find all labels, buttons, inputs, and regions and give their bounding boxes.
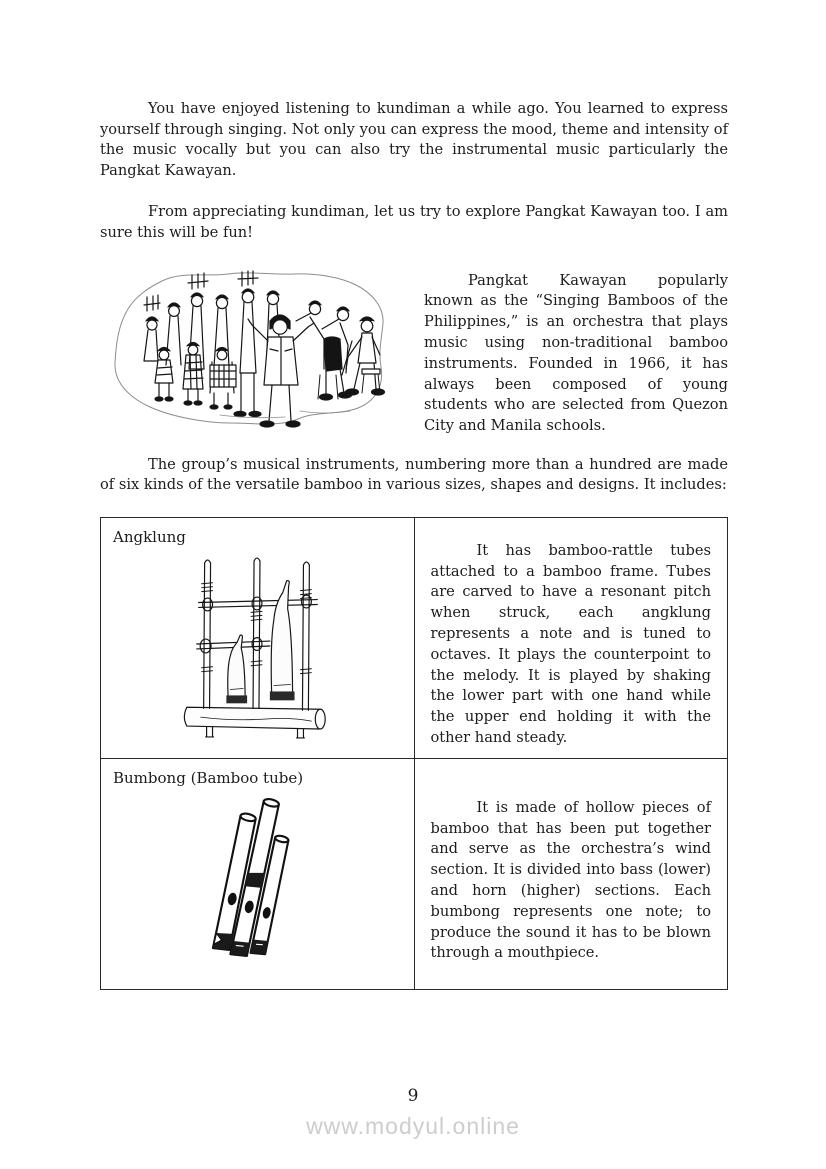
instrument-description: It is made of hollow pieces of bamboo that has been put together and serve as the orchestra’s wind section. It is divided into bass (lower) and horn (higher) sections. Each bumbong represents one note; to produce the sound it has to be blown through a mouthpiece.	[430, 798, 711, 962]
instrument-description: It has bamboo-rattle tubes attached to a bamboo frame. Tubes are carved to have a resonant pitch when struck, each angklung represents a note and is tuned to octaves. It plays the counterpoint to the melody. It is played by shaking the lower part with one hand while the upper end holding it with the other hand steady.	[430, 541, 711, 746]
bumbong-name-cell	[101, 758, 415, 989]
instrument-name: Angklung	[113, 527, 186, 546]
angklung-illustration	[113, 551, 402, 745]
page-number: 9	[407, 1086, 419, 1106]
angklung-description-cell	[414, 517, 728, 758]
bumbong-sketch-icon	[185, 792, 330, 976]
bumbong-description-cell	[414, 758, 728, 989]
feature-section	[100, 265, 728, 441]
pangkat-kawayan-orchestra-illustration	[100, 265, 400, 441]
feature-paragraph: Pangkat Kawayan popularly known as the “Singing Bamboos of the Philippines,” is an orchestra that plays music using non-traditional bamboo instruments. Founded in 1966, it has always been composed of young students who are selected from Quezon City and Manila schools.	[424, 271, 728, 435]
angklung-name-cell	[101, 517, 415, 758]
invite-paragraph: From appreciating kundiman, let us try to explore Pangkat Kawayan too. I am sure this will be fun!	[100, 203, 728, 241]
intro-paragraph: You have enjoyed listening to kundiman a while ago. You learned to express yourself through singing. Not only you can express the mood, theme and intensity of the music vocally but you can also try the instrumental music particularly the Pangkat Kawayan.	[100, 100, 728, 179]
table-row-angklung	[101, 517, 728, 758]
orchestra-sketch-icon	[100, 265, 400, 441]
instruments-intro-paragraph: The group’s musical instruments, numbering more than a hundred are made of six kinds of the versatile bamboo in various sizes, shapes and designs. It includes:	[100, 455, 728, 494]
angklung-sketch-icon	[173, 551, 341, 741]
instruments-table	[100, 517, 728, 990]
table-row-bumbong	[101, 758, 728, 989]
bumbong-illustration	[113, 792, 402, 980]
page-content	[100, 99, 728, 990]
page-footer	[0, 1086, 826, 1140]
instrument-name: Bumbong (Bamboo tube)	[113, 768, 304, 787]
watermark: www.modyul.online	[306, 1113, 520, 1139]
